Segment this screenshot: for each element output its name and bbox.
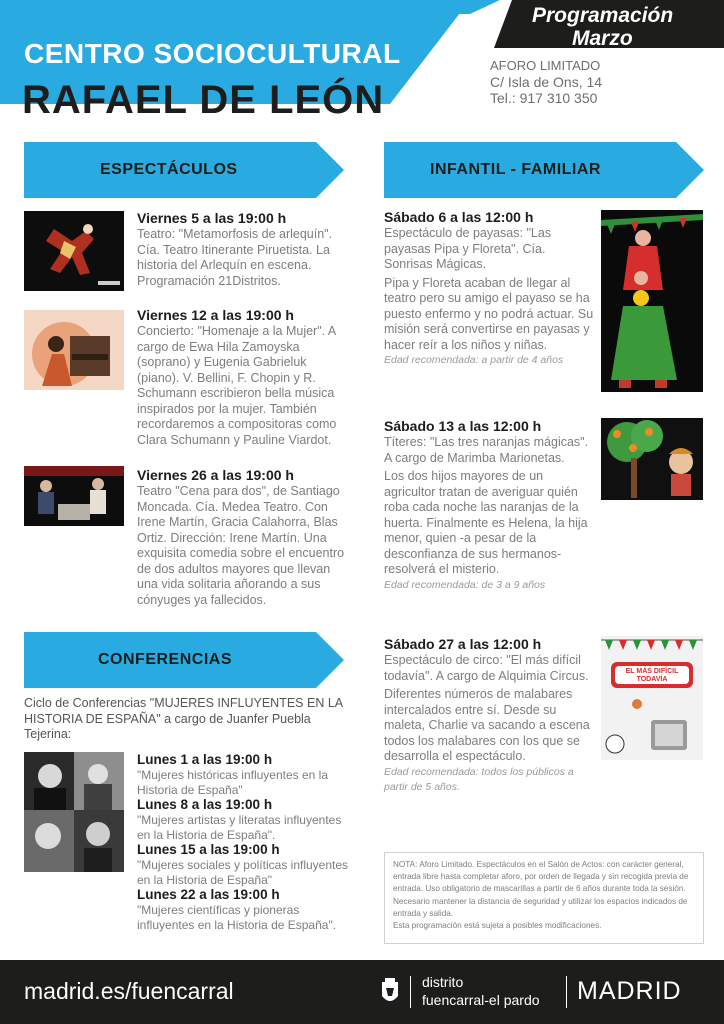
center-name: RAFAEL DE LEÓN [22, 78, 385, 122]
event-espectaculo-2 [137, 307, 351, 448]
event-espectaculo-3 [137, 467, 351, 608]
event-description: Espectáculo de circo: "El más difícil todavía". A cargo de Alquimia Circus. [384, 653, 589, 683]
section-conferencias: CONFERENCIAS [24, 632, 344, 688]
conference-title: "Mujeres históricas influyentes en la Historia de España" [137, 768, 329, 797]
event-date: Sábado 6 a las 12:00 h [384, 209, 534, 225]
circus-poster [601, 636, 703, 760]
dinner-photo [24, 466, 124, 526]
footer-divider [566, 976, 567, 1008]
note-disclaimer: Esta programación está sujeta a posibles modificaciones. [393, 921, 602, 931]
event-description: Títeres: "Las tres naranjas mágicas". A cargo de Marimba Marionetas. [384, 435, 589, 465]
district-name: fuencarral-el pardo [422, 992, 540, 1008]
event-synopsis: Diferentes números de malabares intercalados entre sí. Desde su maleta, Charlie va sacando a escena todos los malabares con los que se desarrolla el espectáculo. [384, 687, 590, 763]
event-description: Teatro "Cena para dos", de Santiago Moncada. Cía. Medea Teatro. Con Irene Martín, Gracia Calahorra, Blas Ortiz. Dirección: Irene Martín. Una exquisita comedia sobre el encuentro de dos adultos mayores que llevan una vida solitaria añorando a sus cónyuges ya fallecidos. [137, 484, 345, 607]
conference-date: Lunes 15 a las 19:00 h [137, 842, 280, 857]
header-title: CENTRO SOCIOCULTURAL [24, 38, 401, 69]
age-recommendation: Edad recomendada: de 3 a 9 años [384, 578, 546, 591]
conference-date: Lunes 1 a las 19:00 h [137, 752, 273, 767]
conference-title: "Mujeres científicas y pioneras influyentes en la Historia de España". [137, 903, 337, 932]
note-text: NOTA: Aforo Limitado. Espectáculos en el Salón de Actos: con carácter general, entrada libre hasta completar aforo, por orden de llegada y sin recogida previa de entrada. Uso obligatorio de mascarillas a partir de 6 años durante toda la sesión. Necesario mantener la distancia de seguridad y utilizar los espacios indicados de entrada y salida. [393, 860, 689, 918]
district-label: distrito [422, 974, 464, 990]
conference-date: Lunes 8 a las 19:00 h [137, 797, 273, 812]
footer [0, 960, 724, 1024]
conference-date: Lunes 22 a las 19:00 h [137, 887, 280, 902]
address: C/ Isla de Ons, 14 [490, 74, 603, 90]
conference-title: "Mujeres artistas y literatas influyentes en la Historia de España". [137, 813, 342, 842]
footer-divider [410, 976, 411, 1008]
event-description: Espectáculo de payasas: "Las payasas Pipa y Floreta". Cía. Sonrisas Mágicas. [384, 226, 552, 271]
conferences-intro: Ciclo de Conferencias "MUJERES INFLUYENTES EN LA HISTORIA DE ESPAÑA" a cargo de Juanfer Puebla Tejerina: [24, 696, 343, 741]
madrid-crest-icon [380, 978, 400, 1006]
event-infantil-1 [384, 209, 594, 369]
event-date: Viernes 5 a las 19:00 h [137, 210, 287, 226]
phone: Tel.: 917 310 350 [490, 90, 598, 106]
influential-women-photos [24, 752, 124, 872]
conferences-list [137, 752, 352, 932]
madrid-logo-text: MADRID [577, 977, 682, 1005]
event-synopsis: Pipa y Floreta acaban de llegar al teatro pero su amigo el payaso se ha puesto enfermo y no podrá actuar. Su misión será convertirse en payasas y hacer reír a los niños y niñas. [384, 275, 594, 352]
month-label: Marzo [572, 27, 633, 50]
harlequin-photo [24, 211, 124, 291]
age-recommendation: Edad recomendada: todos los públicos a partir de 5 años. [384, 765, 574, 793]
event-date: Sábado 27 a las 12:00 h [384, 636, 542, 652]
conference-title: "Mujeres sociales y políticas influyentes en la Historia de España" [137, 858, 349, 887]
venue-info [490, 58, 602, 106]
conference-item [137, 842, 352, 887]
clowns-photo [601, 210, 703, 392]
concert-photo [24, 310, 124, 390]
event-date: Sábado 13 a las 12:00 h [384, 418, 542, 434]
event-infantil-3 [384, 636, 594, 796]
event-description: Teatro: "Metamorfosis de arlequín". Cía. Teatro Itinerante Piruetista. La historia del Arlequín en escena. Programación 21Distritos. [137, 227, 333, 288]
website-link[interactable]: madrid.es/fuencarral [24, 978, 234, 1004]
aforo-label: AFORO LIMITADO [490, 58, 601, 73]
section-espectaculos: ESPECTÁCULOS [24, 142, 344, 198]
event-date: Viernes 26 a las 19:00 h [137, 467, 294, 483]
conference-item [137, 797, 352, 842]
event-infantil-2 [384, 418, 594, 593]
event-date: Viernes 12 a las 19:00 h [137, 307, 294, 323]
event-synopsis: Los dos hijos mayores de un agricultor tratan de averiguar quién roba cada noche las naranjas de la huerta. Finalmente es Helena, la hija menor, quien -a pesar de la desconfianza de sus hermanos- resolverá el misterio. [384, 469, 588, 576]
conference-item [137, 887, 352, 932]
section-infantil: INFANTIL - FAMILIAR [384, 142, 704, 198]
age-recommendation: Edad recomendada: a partir de 4 años [384, 354, 564, 366]
poster-title: EL MÁS DIFÍCIL TODAVÍA [625, 668, 679, 683]
programacion-label: Programación [532, 4, 674, 27]
puppets-photo [601, 418, 703, 500]
event-espectaculo-1 [137, 210, 351, 289]
note-box [384, 852, 704, 944]
event-description: Concierto: "Homenaje a la Mujer". A cargo de Ewa Hila Zamoyska (soprano) y Eugenia Gabrieluk (piano). V. Bellini, F. Chopin y R. Schumann escribieron bella música inspirados por la mujer. También recordaremos a compositoras como Clara Schumann y Pauline Viardot. [137, 324, 337, 447]
conference-item [137, 752, 352, 797]
